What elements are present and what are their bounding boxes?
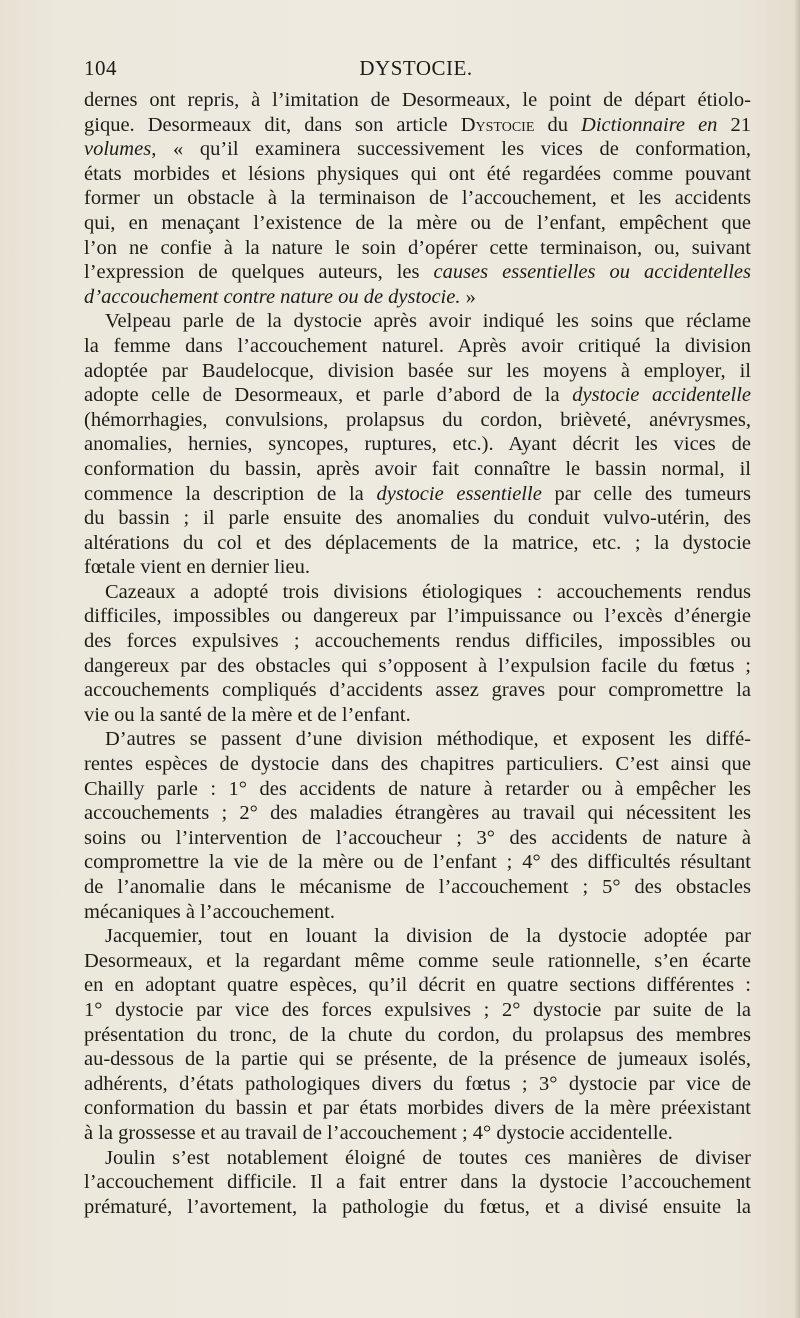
text-line: mécaniques à l’accouchement.	[84, 900, 335, 923]
text-line: Velpeau parle de la dystocie après avoir indiqué les soins que réclame	[105, 310, 751, 333]
text-line: Jacquemier, tout en louant la division de la dystocie adoptée par	[105, 925, 751, 948]
text-line: l’accouchement difficile. Il a fait entrer dans la dystocie l’accouchement	[84, 1171, 751, 1194]
text-line: prématuré, l’avortement, la pathologie du fœtus, et a divisé ensuite la	[84, 1195, 751, 1218]
text-line: (hémorrhagies, convulsions, prolapsus du cordon, brièveté, anévrysmes,	[84, 408, 751, 431]
running-title: DYSTOCIE.	[359, 56, 473, 80]
text-line: adopte celle de Desormeaux, et parle d’abord de la dystocie accidentelle	[84, 384, 751, 407]
text-line: accouchements compliqués d’accidents assez graves pour compromettre la	[84, 679, 751, 702]
text-line: conformation du bassin, après avoir fait connaître le bassin normal, il	[84, 457, 751, 480]
text-line: états morbides et lésions physiques qui ont été regardées comme pouvant	[84, 162, 751, 185]
text-line: l’expression de quelques auteurs, les causes essentielles ou accidentelles	[84, 261, 751, 284]
text-line: commence la description de la dystocie essentielle par celle des tumeurs	[84, 482, 751, 505]
text-line: compromettre la vie de la mère ou de l’enfant ; 4° des difficultés résultant	[84, 851, 751, 874]
text-line: qui, en menaçant l’existence de la mère ou de l’enfant, empêchent que	[84, 211, 751, 234]
page-number: 104	[84, 56, 117, 80]
text-line: en en adoptant quatre espèces, qu’il décrit en quatre sections différentes :	[84, 974, 751, 997]
text-line: gique. Desormeaux dit, dans son article Dystocie du Dictionnaire en 21	[84, 113, 752, 136]
text-line: D’autres se passent d’une division méthodique, et exposent les diffé-	[105, 728, 751, 751]
text-line: adoptée par Baudelocque, division basée sur les moyens à employer, il	[84, 359, 751, 382]
text-line: à la grossesse et au travail de l’accouchement ; 4° dystocie accidentelle.	[84, 1121, 673, 1144]
text-line: des forces expulsives ; accouchements rendus difficiles, impossibles ou	[84, 630, 751, 653]
text-line: présentation du tronc, de la chute du cordon, du prolapsus des membres	[84, 1023, 751, 1046]
text-line: volumes, « qu’il examinera successivement les vices de conformation,	[84, 138, 751, 161]
text-line: rentes espèces de dystocie dans des chapitres particuliers. C’est ainsi que	[84, 753, 751, 776]
text-line: d’accouchement contre nature ou de dystocie. »	[84, 285, 476, 308]
text-line: vie ou la santé de la mère et de l’enfant.	[84, 703, 411, 726]
text-line: dangereux par des obstacles qui s’opposent à l’expulsion facile du fœtus ;	[84, 654, 751, 677]
text-line: dernes ont repris, à l’imitation de Desormeaux, le point de départ étiolo-	[84, 89, 751, 111]
text-line: fœtale vient en dernier lieu.	[84, 556, 310, 579]
text-line: Cazeaux a adopté trois divisions étiologiques : accouchements rendus	[105, 580, 751, 603]
text-line: de l’anomalie dans le mécanisme de l’accouchement ; 5° des obstacles	[84, 876, 751, 898]
text-line: 1° dystocie par vice des forces expulsives ; 2° dystocie par suite de la	[84, 998, 751, 1021]
body-text	[84, 88, 751, 1219]
text-line: Chailly parle : 1° des accidents de nature à retarder ou à empêcher les	[84, 777, 751, 800]
text-line: Joulin s’est notablement éloigné de toutes ces manières de diviser	[105, 1146, 751, 1169]
text-line: soins ou l’intervention de l’accoucheur ; 3° des accidents de nature à	[84, 826, 751, 849]
text-line: difficiles, impossibles ou dangereux par l’impuissance ou l’excès d’énergie	[84, 605, 751, 628]
text-line: anomalies, hernies, syncopes, ruptures, etc.). Ayant décrit les vices de	[84, 433, 751, 456]
text-line: du bassin ; il parle ensuite des anomalies du conduit vulvo-utérin, des	[84, 507, 751, 530]
text-line: conformation du bassin et par états morbides divers de la mère préexistant	[84, 1097, 751, 1120]
text-line: accouchements ; 2° des maladies étrangères au travail qui nécessitent les	[84, 802, 751, 825]
text-line: l’on ne confie à la nature le soin d’opérer cette terminaison, ou, suivant	[84, 236, 751, 259]
text-line: la femme dans l’accouchement naturel. Après avoir critiqué la division	[84, 334, 751, 357]
running-header	[84, 56, 748, 86]
page-edge-shadow	[794, 0, 800, 1318]
text-line: au-dessous de la partie qui se présente, de la présence de jumeaux isolés,	[84, 1048, 751, 1071]
text-line: altérations du col et des déplacements de la matrice, etc. ; la dystocie	[84, 531, 751, 554]
text-line: former un obstacle à la terminaison de l’accouchement, et les accidents	[84, 187, 751, 210]
text-line: Desormeaux, et la regardant même comme seule rationnelle, s’en écarte	[84, 949, 751, 972]
text-line: adhérents, d’états pathologiques divers du fœtus ; 3° dystocie par vice de	[84, 1072, 751, 1095]
